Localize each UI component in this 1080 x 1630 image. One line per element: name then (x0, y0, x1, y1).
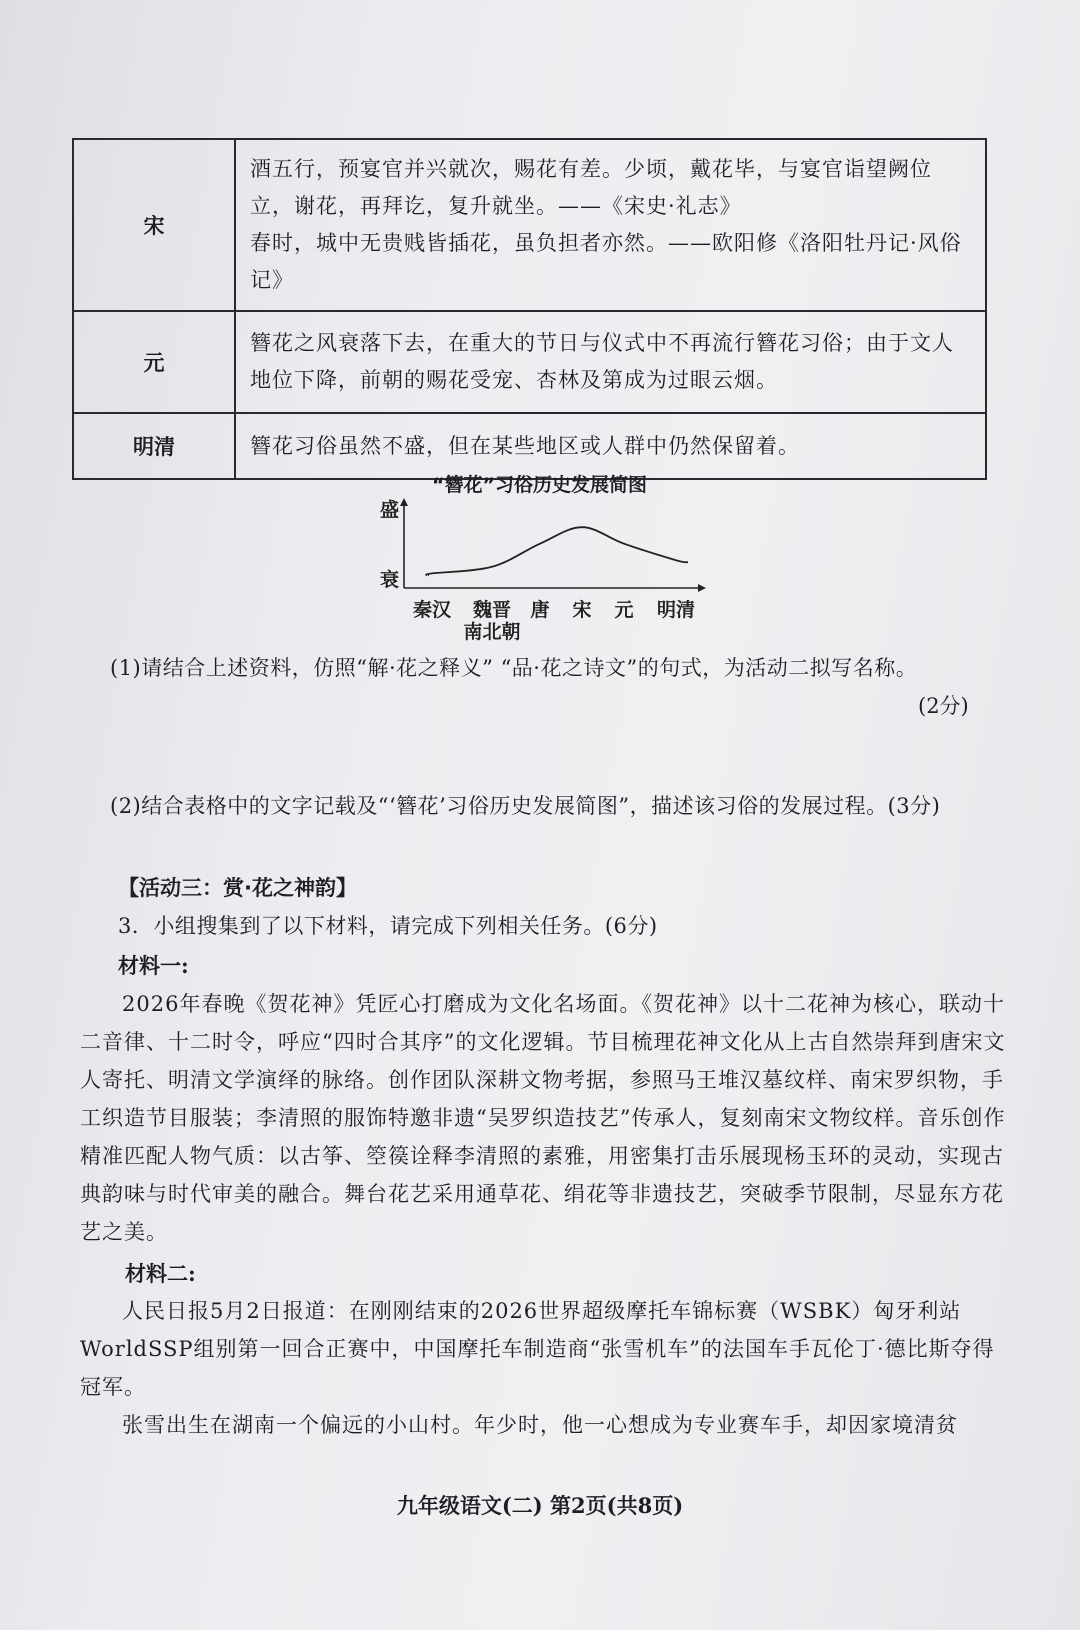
era-cell: 元 (73, 311, 235, 413)
x-tick-label: 唐 (530, 599, 550, 621)
x-tick-label: 明清 (656, 599, 696, 621)
material-2-text: 人民日报5月2日报道：在刚刚结束的2026世界超级摩托车锦标赛（WSBK）匈牙利站WorldSSP组别第一回合正赛中，中国摩托车制造商“张雪机车”的法国车手瓦伦丁·德比斯夺得冠军。 (80, 1299, 995, 1399)
history-table (72, 138, 987, 480)
desc-line: 簪花之风衰落下去，在重大的节日与仪式中不再流行簪花习俗；由于文人地位下降，前朝的赐花受宠、杏林及第成为过眼云烟。 (250, 331, 954, 392)
question-2: (2)结合表格中的文字记载及“‘簪花’习俗历史发展简图”，描述该习俗的发展过程。(3分) (110, 794, 941, 818)
x-axis-arrow (698, 584, 706, 592)
material-2-label: 材料二: (125, 1261, 196, 1286)
y-label-top: 盛 (380, 499, 400, 521)
table-row (73, 139, 986, 311)
x-tick-label: 秦汉 (412, 599, 452, 621)
question-3: 3．小组搜集到了以下材料，请完成下列相关任务。(6分) (118, 914, 658, 938)
desc-cell (235, 311, 986, 413)
x-tick-label: 南北朝 (463, 621, 521, 643)
era-cell: 宋 (73, 139, 235, 311)
desc-line: 春时，城中无贵贱皆插花，虽负担者亦然。——欧阳修《洛阳牡丹记·风俗记》 (250, 231, 962, 292)
material-1-label: 材料一: (118, 953, 189, 978)
page-footer: 九年级语文(二) 第2页(共8页) (396, 1493, 684, 1518)
x-tick-label: 宋 (572, 599, 592, 621)
era-cell: 明清 (73, 413, 235, 479)
y-axis-arrow (400, 498, 408, 506)
hairpin-flower-chart (380, 470, 740, 670)
chart-svg (380, 470, 740, 670)
desc-line: 簪花习俗虽然不盛，但在某些地区或人群中仍然保留着。 (250, 433, 800, 458)
series-line (426, 527, 688, 575)
table-row (73, 311, 986, 413)
y-label-bottom: 衰 (380, 569, 400, 591)
activity-3-title: 【活动三：赏·花之神韵】 (118, 876, 357, 900)
material-1-text: 2026年春晚《贺花神》凭匠心打磨成为文化名场面。《贺花神》以十二花神为核心，联动十二音律、十二时令，呼应“四时合其序”的文化逻辑。节目梳理花神文化从上古自然崇拜到唐宋文人寄托、明清文学演绎的脉络。创作团队深耕文物考据，参照马王堆汉墓纹样、南宋罗织物，手工织造节目服装；李清照的服饰特邀非遗“吴罗织造技艺”传承人，复刻南宋文物纹样。音乐创作精准匹配人物气质：以古筝、箜篌诠释李清照的素雅，用密集打击乐展现杨玉环的灵动，实现古典韵味与时代审美的融合。舞台花艺采用通草花、绢花等非遗技艺，突破季节限制，尽显东方花艺之美。 (80, 992, 1006, 1244)
x-tick-label: 魏晋 (472, 599, 512, 621)
question-1: (1)请结合上述资料，仿照“解·花之释义” “品·花之诗文”的句式，为活动二拟写名称。 (110, 656, 918, 680)
chart-title: “簪花”习俗历史发展简图 (432, 474, 647, 496)
desc-line: 酒五行，预宴官并兴就次，赐花有差。少顷，戴花毕，与宴官诣望阙位立，谢花，再拜讫，复升就坐。——《宋史·礼志》 (250, 157, 932, 218)
question-1-score: (2分) (918, 694, 969, 718)
material-2-text: 张雪出生在湖南一个偏远的小山村。年少时，他一心想成为专业赛车手，却因家境清贫 (122, 1413, 958, 1437)
x-tick-label: 元 (614, 599, 634, 621)
desc-cell (235, 139, 986, 311)
